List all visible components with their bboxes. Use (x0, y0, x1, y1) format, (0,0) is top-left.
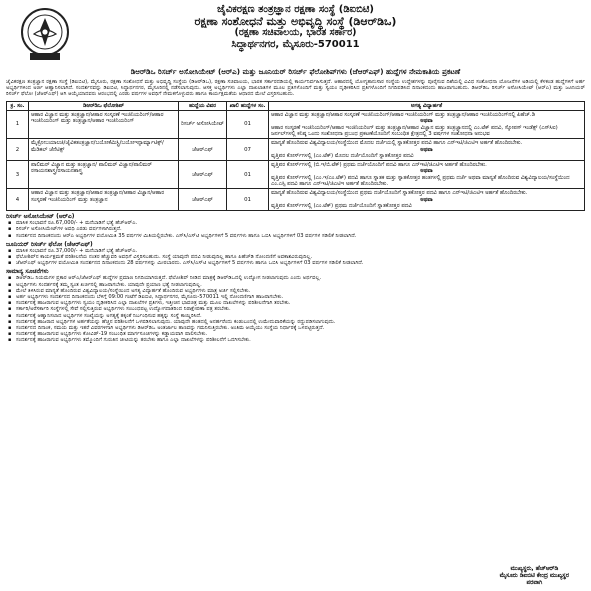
note-bullet: ▪ ಸಂದರ್ಶನದ ದಿನಾಂಕ, ಸಮಯ ಮತ್ತು ಇತರೆ ವಿವರಗಳಿಗಾಗಿ ಅಭ್ಯರ್ಥಿಗಳು ಡಿಆರ್‌ಡಿಒ ಅಂತರ್ಜಾಲ ತಾಣವನ್ನು ಗಮನಿಸುತ್ತಿರಬೇಕು. ಅಂತಿಮ ಆಯ್ಕೆಯು ಸಂಸ್ಥೆಯ ನಿರ್ಧಾರಕ್ಕೆ ಒಳಪಟ್ಟಿರುತ್ತದೆ. (6, 325, 585, 331)
qualification-alternate: ವೃತ್ತಿಪರ ಕೋರ್ಸ್‌ಗಳಲ್ಲಿ (ಎಂ.ಇ/ಎಂ.ಟೆಕ್) ಪದವಿ ಹಾಗೂ ಸ್ನಾತಕ ಮತ್ತು ಸ್ನಾತಕೋತ್ತರ ಹಂತಗಳಲ್ಲಿ ಪ್ರಥಮ ದರ್ಜೆ ಅಥವಾ ಮಾನ್ಯತೆ ಹೊಂದಿರುವ ವಿಶ್ವವಿದ್ಯಾಲಯ/ಸಂಸ್ಥೆಯಿಂದ ಎಂ.ಎಸ್ಸಿ ಪದವಿ ಹಾಗೂ ಎನ್ಇಟಿ/ಜಿಎಟಿಇ ಅರ್ಹತೆ ಹೊಂದಿರಬೇಕು. (271, 174, 570, 187)
qualification-or: ಅಥವಾ (420, 168, 433, 175)
ra-bullet: ▪ ರಿಸರ್ಚ್ ಅಸೋಸಿಯೇಟ್‌ಗಳ ಅವಧಿ ಎರಡು ವರ್ಷಗಳಾಗಿರುತ್ತದೆ. (6, 226, 585, 232)
intro-paragraph: ಜೈವಿಕರಕ್ಷಣ ತಂತ್ರಜ್ಞಾನ ರಕ್ಷಣಾ ಸಂಸ್ಥೆ (ಡಿಐಬಿಟಿ), ಮೈಸೂರು, ರಕ್ಷಣಾ ಸಂಶೋಧನೆ ಮತ್ತು ಅಭಿವೃದ್ಧಿ ಸಂಸ್ಥೆಯ (ಡಿಆರ್‌ಡಿಒ), ರಕ್ಷಣಾ ಸಚಿವಾಲಯ, ಭಾರತ ಸರ್ಕಾರದಡಿಯಲ್ಲಿ ಕಾರ್ಯನಿರ್ವಹಿಸುತ್ತದೆ. ಆಹಾರದಲ್ಲಿ ಯೋಗ್ಯತಾನುಸಾರ ಸಂಸ್ಥೆಯ ಉದ್ದೇಶಗಳನ್ನು ಪೂರೈಸುವ ದಿಶೆಯಲ್ಲಿ ವಿವಿಧ ಸಂಶೋಧನಾ ಯೋಜನೆಗಳ ಅಡಿಯಲ್ಲಿ ಕೆಳಕಂಡ ಹುದ್ದೆಗಳಿಗೆ ಅರ್ಹ ಅಭ್ಯರ್ಥಿಗಳಿಂದ ಅರ್ಜಿ ಆಹ್ವಾನಿಸಲಾಗಿದೆ. ಸಂದರ್ಶನವನ್ನು ಡಿಐಬಿಟಿ, ಸಿದ್ಧಾರ್ಥನಗರ, ಮೈಸೂರಿನಲ್ಲಿ ನಡೆಸಲಾಗುವುದು. ಆಸಕ್ತ ಅಭ್ಯರ್ಥಿಗಳು ಎಲ್ಲಾ ದಾಖಲಾತಿಗಳ ಮೂಲ ಪ್ರತಿಗಳೊಂದಿಗೆ ಮತ್ತು ಸ್ವಯಂ ದೃಢೀಕರಿಸಿದ ಪ್ರತಿಗಳೊಂದಿಗೆ ನಿಗದಿಪಡಿಸಿದ ದಿನಾಂಕದಂದು ಹಾಜರಾಗಬಹುದು. ಡಿಆರ್‌ಡಿಒ ರಿಸರ್ಚ್ ಅಸೋಸಿಯೇಟ್ (ಆರ್‌ಎ) ಮತ್ತು ಜೂನಿಯರ್ ರಿಸರ್ಚ್ ಫೆಲೋ (ಜೆಆರ್‌ಎಫ್) ಆಗಿ ಆಯ್ಕೆಯಾದವರು ಆರಂಭದಲ್ಲಿ ಎರಡು ವರ್ಷಗಳ ಅವಧಿಗೆ ನೇಮಕಗೊಳ್ಳುವರು ಹಾಗೂ ಕಾರ್ಯಕ್ಷಮತೆಯ ಆಧಾರದ ಮೇಲೆ ವಿಸ್ತರಿಸಬಹುದು. (6, 79, 585, 98)
ra-section-title: ರಿಸರ್ಚ್ ಅಸೋಸಿಯೇಟ್ (ಆರ್‌ಎ) (6, 213, 75, 221)
vacancy-table (6, 101, 585, 212)
row-vacancies: 01 (227, 189, 269, 211)
qualification-alternate: ವೃತ್ತಿಪರ ಕೋರ್ಸ್‌ಗಳಲ್ಲಿ (ಎಂ.ಟೆಕ್) ಪ್ರಥಮ ದರ್ಜೆಯೊಂದಿಗೆ ಸ್ನಾತಕೋತ್ತರ ಪದವಿ (271, 202, 412, 209)
signatory-title: ಮುಖ್ಯಸ್ಥರು, ಹೆಚ್‌ಆರ್‌ಡಿ (510, 566, 559, 572)
row-field: ಆಹಾರ ವಿಜ್ಞಾನ ಮತ್ತು ತಂತ್ರಜ್ಞಾನ/ಆಹಾರ ತಂತ್ರಜ್ಞಾನ/ಆಹಾರ ವಿಜ್ಞಾನ/ಆಹಾರ ಸಂಸ್ಕರಣೆ ಇಂಜಿನಿಯರಿಂಗ್ ಮತ್ತು ತಂತ್ರಜ್ಞಾನ (29, 189, 179, 211)
jrf-section-title: ಜೂನಿಯರ್ ರಿಸರ್ಚ್ ಫೆಲೋ (ಜೆಆರ್‌ಎಫ್) (6, 240, 93, 248)
table-row (7, 189, 585, 211)
row-post: ರಿಸರ್ಚ್ ಅಸೋಸಿಯೇಟ್ (179, 111, 227, 139)
notice-subtitle: ಡಿಆರ್‌ಡಿಒ ರಿಸರ್ಚ್ ಅಸೋಸಿಯೇಟ್ (ಆರ್‌ಎ) ಮತ್ತು ಜೂನಿಯರ್ ರಿಸರ್ಚ್ ಫೆಲೋಶಿಪ್‌ಗಳು (ಜೆಆರ್‌ಎಫ್) ಹುದ್ದೆಗಳ ನೇಮಕಾತಿಯ ಪ್ರಕಟಣೆ (130, 67, 461, 76)
qualification-or: ಅಥವಾ (420, 146, 433, 153)
qualification-primary: ಆಹಾರ ವಿಜ್ಞಾನ ಮತ್ತು ತಂತ್ರಜ್ಞಾನ/ಆಹಾರ ಸಂಸ್ಕರಣೆ ಇಂಜಿನಿಯರಿಂಗ್/ಆಹಾರ ಇಂಜಿನಿಯರಿಂಗ್ ಮತ್ತು ತಂತ್ರಜ್ಞಾನ/ಆಹಾರ ಇಂಜಿನಿಯರಿಂಗ್‌ನಲ್ಲಿ ಪಿಹೆಚ್.ಡಿ (271, 112, 536, 119)
table-row (7, 139, 585, 161)
col-header-fellowship: ಡಿಆರ್‌ಡಿಒ ಫೆಲೋಶಿಪ್ (29, 101, 179, 110)
row-sno: 3 (7, 161, 29, 189)
table-row (7, 111, 585, 139)
row-post: ಜೆಆರ್‌ಎಫ್ (179, 189, 227, 211)
qualification-or: ಅಥವಾ (420, 118, 433, 125)
header-line-3: (ರಕ್ಷಣಾ ಸಚಿವಾಲಯ, ಭಾರತ ಸರ್ಕಾರ) (234, 27, 357, 38)
row-sno: 1 (7, 111, 29, 139)
qualification-primary: ಮಾನ್ಯತೆ ಹೊಂದಿರುವ ವಿಶ್ವವಿದ್ಯಾಲಯ/ಸಂಸ್ಥೆಯಿಂದ ಪ್ರಥಮ ದರ್ಜೆಯೊಂದಿಗೆ ಸ್ನಾತಕೋತ್ತರ ಪದವಿ ಹಾಗೂ ಎನ್ಇಟಿ/ಜಿಎಟಿಇ ಅರ್ಹತೆ ಹೊಂದಿರಬೇಕು. (271, 190, 528, 197)
col-header-post: ಹುದ್ದೆಯ ವಿವರ (179, 101, 227, 110)
signature-block (500, 566, 569, 587)
row-post: ಜೆಆರ್‌ಎಫ್ (179, 161, 227, 189)
note-bullet: ▪ ಅಭ್ಯರ್ಥಿಗಳು ಸಂದರ್ಶನಕ್ಕೆ ತಮ್ಮ ಸ್ವಂತ ಖರ್ಚಿನಲ್ಲಿ ಹಾಜರಾಗಬೇಕು. ಯಾವುದೇ ಪ್ರಯಾಣ ಭತ್ಯೆ ನೀಡಲಾಗುವುದಿಲ್ಲ. (6, 282, 585, 288)
row-vacancies: 07 (227, 139, 269, 161)
row-vacancies: 01 (227, 111, 269, 139)
ra-bullet: ▪ ಮಾಸಿಕ ಸಂಭಾವನೆ ರೂ.67,000/- + ಮನೆಬಾಡಿಗೆ ಭತ್ಯೆ ಹೆಚ್‌ಆರ್‌ಎ. (6, 220, 585, 226)
jrf-bullet: ▪ ಮಾಸಿಕ ಸಂಭಾವನೆ ರೂ.37,000/- + ಮನೆಬಾಡಿಗೆ ಭತ್ಯೆ ಹೆಚ್‌ಆರ್‌ಎ. (6, 248, 585, 254)
qualification-primary: ಮಾನ್ಯತೆ ಹೊಂದಿರುವ ವಿಶ್ವವಿದ್ಯಾಲಯ/ಸಂಸ್ಥೆಯಿಂದ ಮೊದಲ ದರ್ಜೆಯಲ್ಲಿ ಸ್ನಾತಕೋತ್ತರ ಪದವಿ ಹಾಗೂ ಎನ್ಇಟಿ/ಜಿಎಟಿಇ ಅರ್ಹತೆ ಹೊಂದಿರಬೇಕು. (271, 140, 523, 147)
jrf-bullet: ▪ ಫೆಲೋಶಿಪ್‌ನ ಕಾರ್ಯಕ್ಷಮತೆ ಪರಿಶೀಲನೆಯ ನಂತರ ಹೆಚ್ಚುವರಿ ಅವಧಿಗೆ ವಿಸ್ತರಿಸಬಹುದು. ಸಂಸ್ಥೆ ಯಾವುದೇ ಪದವಿ ನೀಡುವುದಿಲ್ಲ ಹಾಗೂ ಪಿಹೆಚ್‌ಡಿ ನೋಂದಣಿಗೆ ಅವಕಾಶವಿರುವುದಿಲ್ಲ. (6, 254, 585, 260)
row-sno: 4 (7, 189, 29, 211)
row-qualification (269, 161, 585, 189)
row-field: ಮೈಕ್ರೋಬಯಾಲಜಿ/ಜೈವಿಕತಂತ್ರಜ್ಞಾನ/ಬಯೋಕೆಮಿಸ್ಟ್ರಿ/ಬಯೋಇನ್ಫಾರ್ಮ್ಯಾಟಿಕ್ಸ್/ಮೆಡಿಕಲ್ ಜೆನೆಟಿಕ್ಸ್ (29, 139, 179, 161)
row-field: ಆಹಾರ ವಿಜ್ಞಾನ ಮತ್ತು ತಂತ್ರಜ್ಞಾನ/ಆಹಾರ ಸಂಸ್ಕರಣೆ ಇಂಜಿನಿಯರಿಂಗ್/ಆಹಾರ ಇಂಜಿನಿಯರಿಂಗ್ ಮತ್ತು ತಂತ್ರಜ್ಞಾನ/ಆಹಾರ ಇಂಜಿನಿಯರಿಂಗ್ (29, 111, 179, 139)
letterhead (6, 4, 585, 66)
drdo-emblem-icon (20, 6, 70, 62)
header-line-2: ರಕ್ಷಣಾ ಸಂಶೋಧನೆ ಮತ್ತು ಅಭಿವೃದ್ಧಿ ಸಂಸ್ಥೆ (ಡಿಆರ್‌ಡಿಒ) (194, 14, 397, 28)
notes-section-title: ಸಾಮಾನ್ಯ ಸೂಚನೆಗಳು (6, 268, 49, 276)
col-header-sno: ಕ್ರ. ಸಂ. (7, 101, 29, 110)
row-field: ಪಾಲಿಮರ್ ವಿಜ್ಞಾನ ಮತ್ತು ತಂತ್ರಜ್ಞಾನ/ ಪಾಲಿಮರ್ ವಿಜ್ಞಾನ/ಪಾಲಿಮರ್ ರಸಾಯನಶಾಸ್ತ್ರ/ರಸಾಯನಶಾಸ್ತ್ರ (29, 161, 179, 189)
note-bullet: ▪ ಸಂದರ್ಶನಕ್ಕೆ ಹಾಜರಾಗುವ ಅಭ್ಯರ್ಥಿಗಳು ಸ್ವಯಂ ದೃಢೀಕರಿಸಿದ ಎಲ್ಲಾ ದಾಖಲೆಗಳ ಪ್ರತಿಗಳು, ಇತ್ತೀಚಿನ ಭಾವಚಿತ್ರ ಮತ್ತು ಮೂಲ ದಾಖಲೆಗಳನ್ನು ಪರಿಶೀಲನೆಗಾಗಿ ತರಬೇಕು. (6, 300, 585, 306)
row-post: ಜೆಆರ್‌ಎಫ್ (179, 139, 227, 161)
note-bullet: ▪ ಸರ್ಕಾರಿ/ಅರೆಸರ್ಕಾರಿ ಸಂಸ್ಥೆಗಳಲ್ಲಿ ಸೇವೆ ಸಲ್ಲಿಸುತ್ತಿರುವ ಅಭ್ಯರ್ಥಿಗಳು ಸಂಬಂಧಪಟ್ಟ ಉದ್ಯೋಗದಾತರಿಂದ ನಿರಾಕ್ಷೇಪಣಾ ಪತ್ರ ತರಬೇಕು. (6, 306, 585, 312)
qualification-or: ಅಥವಾ (420, 196, 433, 203)
note-bullet: ▪ ಸಂದರ್ಶನಕ್ಕೆ ಆಹ್ವಾನಿಸಲಾದ ಅಭ್ಯರ್ಥಿಗಳ ಸಂಖ್ಯೆಯನ್ನು ಅಗತ್ಯಕ್ಕೆ ತಕ್ಕಂತೆ ನಿರ್ಬಂಧಿಸುವ ಹಕ್ಕನ್ನು ಸಂಸ್ಥೆ ಕಾಯ್ದಿರಿಸಿದೆ. (6, 313, 585, 319)
header-line-4: ಸಿದ್ಧಾರ್ಥನಗರ, ಮೈಸೂರು-570011 (231, 38, 360, 50)
note-bullet: ▪ ಡಿಆರ್‌ಡಿಒ ನಿಯಮಗಳ ಪ್ರಕಾರ ಆರ್‌ಎ/ಜೆಆರ್‌ಎಫ್ ಹುದ್ದೆಗಳ ಪ್ರಮಾಣ ನಿಗದಿಯಾಗಿರುತ್ತದೆ. ಫೆಲೋಶಿಪ್ ನೀಡಿದ ಮಾತ್ರಕ್ಕೆ ಡಿಆರ್‌ಡಿಒದಲ್ಲಿ ಉದ್ಯೋಗ ನೀಡಲಾಗುವುದು ಎಂದು ಅರ್ಥವಲ್ಲ. (6, 275, 585, 281)
ra-bullet: ▪ ಸಂದರ್ಶನದ ದಿನಾಂಕದಂದು ಆರ್‌ಎ ಅಭ್ಯರ್ಥಿಗಳ ವಯೋಮಿತಿ 35 ವರ್ಷಗಳ ಮಿತಿಯಲ್ಲಿರಬೇಕು. ಎಸ್‌ಸಿ/ಎಸ್‌ಟಿ ಅಭ್ಯರ್ಥಿಗಳಿಗೆ 5 ವರ್ಷಗಳು ಹಾಗೂ ಒಬಿಸಿ ಅಭ್ಯರ್ಥಿಗಳಿಗೆ 03 ವರ್ಷಗಳ ಸಡಿಲಿಕೆ ನೀಡಲಾಗಿದೆ. (6, 233, 585, 239)
col-header-qualification: ಅಗತ್ಯ ವಿದ್ಯಾರ್ಹತೆ (269, 101, 585, 110)
table-header-row (7, 101, 585, 110)
row-qualification (269, 111, 585, 139)
row-sno: 2 (7, 139, 29, 161)
row-qualification (269, 189, 585, 211)
col-header-vacancies: ಖಾಲಿ ಹುದ್ದೆಗಳ ಸಂ. (227, 101, 269, 110)
note-bullet: ▪ ಸಂದರ್ಶನಕ್ಕೆ ಹಾಜರಾಗುವ ಅಭ್ಯರ್ಥಿಗಳು ಕೋವಿಡ್-19 ಸಂಬಂಧಿತ ಮಾರ್ಗಸೂಚಿಗಳನ್ನು ಕಡ್ಡಾಯವಾಗಿ ಪಾಲಿಸಬೇಕು. (6, 331, 585, 337)
table-row (7, 161, 585, 189)
signatory-org: ಮೈಸೂರು ಡಿಐಬಿಟಿ ಕೇಂದ್ರ ಮುಖ್ಯಸ್ಥರ (499, 573, 569, 579)
note-bullet: ▪ ಅರ್ಹ ಅಭ್ಯರ್ಥಿಗಳು ಸಂದರ್ಶನದ ದಿನಾಂಕದಂದು ಬೆಳಿಗ್ಗೆ 09:00 ಗಂಟೆಗೆ ಡಿಐಬಿಟಿ, ಸಿದ್ಧಾರ್ಥನಗರ, ಮೈಸೂರು-570011 ಇಲ್ಲಿ ನೋಂದಣಿಗಾಗಿ ಹಾಜರಾಗಬೇಕು. (6, 294, 585, 300)
row-qualification (269, 139, 585, 161)
qualification-alternate: ವೃತ್ತಿಪರ ಕೋರ್ಸ್‌ಗಳಲ್ಲಿ (ಎಂ.ಟೆಕ್) ಮೊದಲ ದರ್ಜೆಯೊಂದಿಗೆ ಸ್ನಾತಕೋತ್ತರ ಪದವಿ (271, 152, 414, 159)
note-bullet: ▪ ಸಂದರ್ಶನಕ್ಕೆ ಹಾಜರಾಗುವ ಅಭ್ಯರ್ಥಿಗಳು ತಮ್ಮೊಂದಿಗೆ ಗುರುತಿನ ಚೀಟಿಯನ್ನು ತರಬೇಕು ಹಾಗೂ ಎಲ್ಲಾ ದಾಖಲೆಗಳನ್ನು ಪರಿಶೀಲನೆಗೆ ಒದಗಿಸಬೇಕು. (6, 337, 585, 343)
header-line-1: ಜೈವಿಕರಕ್ಷಣ ತಂತ್ರಜ್ಞಾನ ರಕ್ಷಣಾ ಸಂಸ್ಥೆ (ಡಿಐಬಿಟಿ) (217, 4, 374, 15)
qualification-primary: ವೃತ್ತಿಪರ ಕೋರ್ಸ್‌ಗಳಲ್ಲಿ (ಬಿ.ಇ/ಬಿ.ಟೆಕ್) ಪ್ರಥಮ ದರ್ಜೆಯೊಂದಿಗೆ ಪದವಿ ಹಾಗೂ ಎನ್ಇಟಿ/ಜಿಎಟಿಇ ಅರ್ಹತೆ ಹೊಂದಿರಬೇಕು. (271, 162, 487, 169)
signatory-behalf: ಪರವಾಗಿ (526, 580, 543, 586)
row-vacancies: 01 (227, 161, 269, 189)
note-bullet: ▪ ಸಂದರ್ಶನಕ್ಕೆ ಹಾಜರಾದ ಅಭ್ಯರ್ಥಿಗಳ ಅರ್ಹತೆಯನ್ನು ಹೆಚ್ಚಿನ ಪರಿಶೀಲನೆಗೆ ಒಳಪಡಿಸಲಾಗುವುದು. ಯಾವುದೇ ಹಂತದಲ್ಲಿ ಅನರ್ಹರೆಂದು ಕಂಡುಬಂದಲ್ಲಿ ಉಮೇದುವಾರಿಕೆಯನ್ನು ರದ್ದುಪಡಿಸಲಾಗುವುದು. (6, 319, 585, 325)
note-bullet: ▪ ಮೇಲೆ ತಿಳಿಸಿರುವ ಮಾನ್ಯತೆ ಹೊಂದಿರುವ ವಿಶ್ವವಿದ್ಯಾಲಯ/ಸಂಸ್ಥೆಯಿಂದ ಅಗತ್ಯ ವಿದ್ಯಾರ್ಹತೆ ಹೊಂದಿರುವ ಅಭ್ಯರ್ಥಿಗಳು ಮಾತ್ರ ಅರ್ಜಿ ಸಲ್ಲಿಸಬೇಕು. (6, 288, 585, 294)
jrf-bullet: ▪ ಜೆಆರ್‌ಎಫ್ ಅಭ್ಯರ್ಥಿಗಳ ವಯೋಮಿತಿ ಸಂದರ್ಶನದ ದಿನಾಂಕದಂದು 28 ವರ್ಷಗಳನ್ನು ಮೀರಬಾರದು. ಎಸ್‌ಸಿ/ಎಸ್‌ಟಿ ಅಭ್ಯರ್ಥಿಗಳಿಗೆ 5 ವರ್ಷಗಳು ಹಾಗೂ ಒಬಿಸಿ ಅಭ್ಯರ್ಥಿಗಳಿಗೆ 03 ವರ್ಷಗಳ ಸಡಿಲಿಕೆ ನೀಡಲಾಗಿದೆ. (6, 260, 585, 266)
qualification-alternate: ಆಹಾರ ಸಂಸ್ಕರಣೆ ಇಂಜಿನಿಯರಿಂಗ್/ಆಹಾರ ಇಂಜಿನಿಯರಿಂಗ್ ಮತ್ತು ತಂತ್ರಜ್ಞಾನ/ಆಹಾರ ವಿಜ್ಞಾನ ಮತ್ತು ತಂತ್ರಜ್ಞಾನದಲ್ಲಿ ಎಂ.ಟೆಕ್ ಪದವಿ, ಸ್ಕೋಪಸ್ ಇಂಡೆಕ್ಸ್ (ಎಸ್‌ಸಿಐ) ಜರ್ನಲ್‌ಗಳಲ್ಲಿ ಕನಿಷ್ಠ ಒಂದು ಸಂಶೋಧನಾ ಪ್ರಬಂಧ ಪ್ರಕಟಣೆಯೊಂದಿಗೆ ಸಂಬಂಧಿತ ಕ್ಷೇತ್ರದಲ್ಲಿ 3 ವರ್ಷಗಳ ಸಂಶೋಧನಾ ಅನುಭವ (271, 124, 558, 137)
